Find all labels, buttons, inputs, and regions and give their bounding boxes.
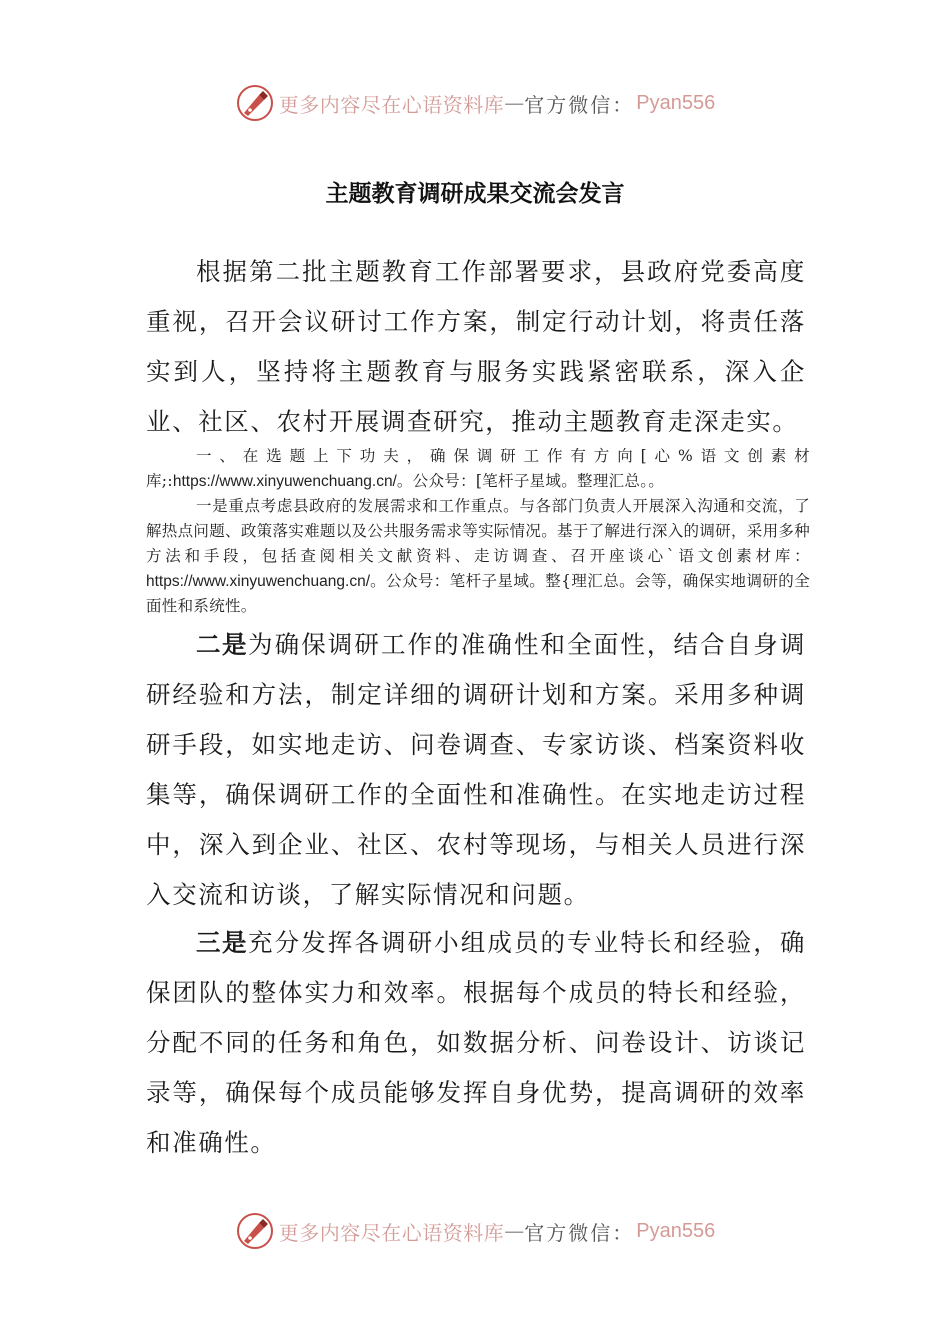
intro-paragraph: 根据第二批主题教育工作部署要求，县政府党委高度重视，召开会议研讨工作方案，制定行动计划，将责任落实到人，坚持将主题教育与服务实践紧密联系，深入企业、社区、农村开展调查研究，推动主题教育走深走实。 <box>146 257 806 436</box>
document-title: 主题教育调研成果交流会发言 <box>325 181 625 207</box>
banner-dash: — <box>504 1219 525 1243</box>
section1-heading-url: https://www.xinyuwenchuang.cn/ <box>172 473 397 490</box>
point2-lead: 二是 <box>196 630 248 659</box>
point3-lead: 三是 <box>196 928 248 957</box>
point3-paragraph <box>146 918 806 1168</box>
pen-nib-logo-icon <box>235 83 275 123</box>
pen-nib-logo-icon <box>235 1211 275 1251</box>
banner-dash: — <box>504 91 525 115</box>
header-banner <box>0 78 950 128</box>
section1-body <box>146 494 810 619</box>
banner-account: Pyan556 <box>636 91 716 114</box>
banner-official-label: 官方微信： <box>524 92 635 117</box>
point2-text: 为确保调研工作的准确性和全面性，结合自身调研经验和方法，制定详细的调研计划和方案。采用多种调研手段，如实地走访、问卷调查、专家访谈、档案资料收集等，确保调研工作的全面性和准确性。在实地走访过程中，深入到企业、社区、农村等现场，与相关人员进行深入交流和访谈，了解实际情况和问题。 <box>146 630 806 909</box>
banner-slogan: 更多内容尽在心语资料库 <box>278 92 505 117</box>
banner-official-label: 官方微信： <box>524 1220 635 1245</box>
section1-heading <box>146 444 810 494</box>
section1-heading-a: 一、在选题上下功夫，确保调研工作有方向[心%语文创素材库;: <box>146 447 810 490</box>
banner-slogan: 更多内容尽在心语资料库 <box>278 1220 505 1245</box>
section1-body-url: https://www.xinyuwenchuang.cn/ <box>146 573 371 590</box>
section1-body-b: 。公众号：笔杆子星域。整{理汇总。会等，确保实地调研的全面性和系统性。 <box>146 572 810 615</box>
footer-banner <box>0 1206 950 1256</box>
point2-paragraph <box>146 620 806 920</box>
point3-text: 充分发挥各调研小组成员的专业特长和经验，确保团队的整体实力和效率。根据每个成员的特长和经验，分配不同的任务和角色，如数据分析、问卷设计、访谈记录等，确保每个成员能够发挥自身优势，提高调研的效率和准确性。 <box>146 928 806 1157</box>
section1-body-a: 一是重点考虑县政府的发展需求和工作重点。与各部门负责人开展深入沟通和交流，了解热点问题、政策落实难题以及公共服务需求等实际情况。基于了解进行深入的调研，采用多种方法和手段，包括查阅相关文献资料、走访调查、召开座谈心`语文创素材库： <box>146 497 810 565</box>
section1-heading-b: 。公众号：[笔杆子星域。整理汇总。。 <box>396 472 665 490</box>
banner-account: Pyan556 <box>636 1219 716 1242</box>
